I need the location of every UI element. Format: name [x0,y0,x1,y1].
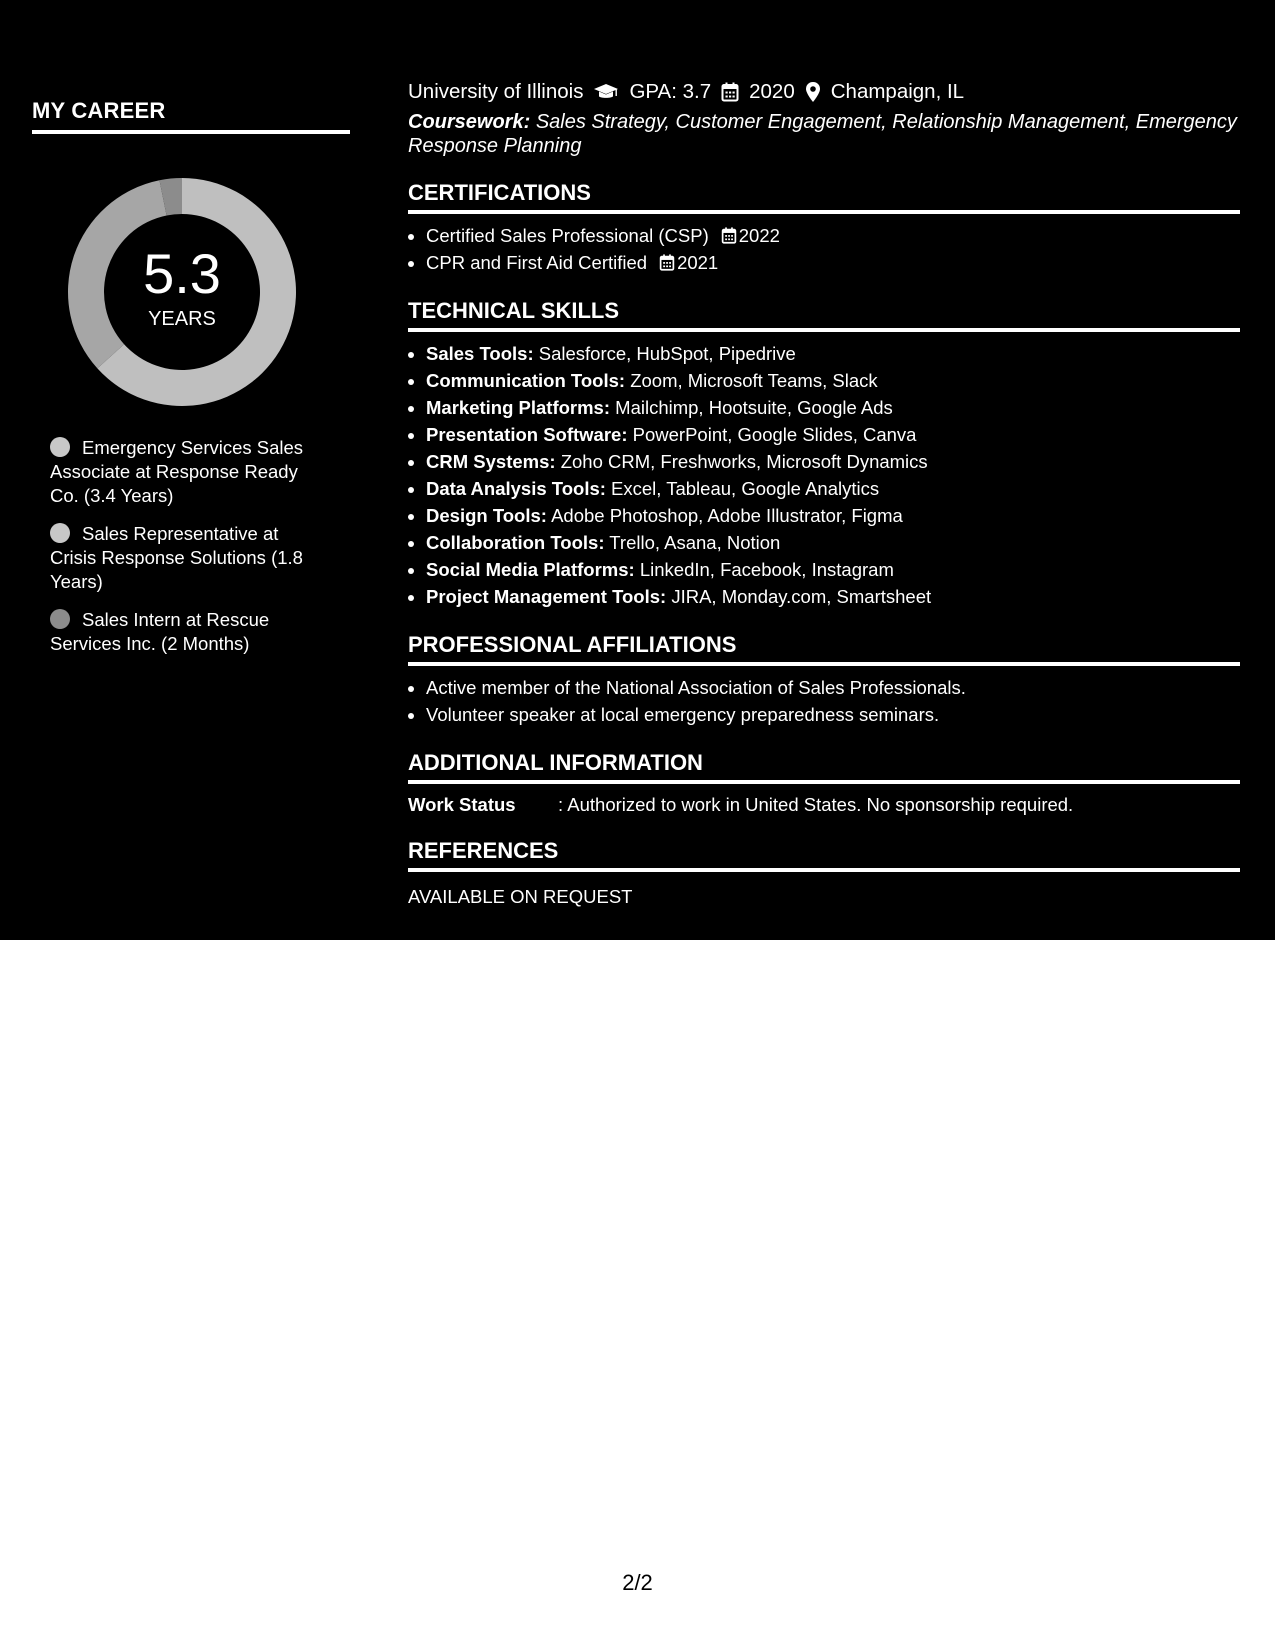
legend-item [50,522,320,594]
additional-information-title: ADDITIONAL INFORMATION [408,750,1240,784]
coursework-text: Sales Strategy, Customer Engagement, Relationship Management, Emergency Response Planning [408,111,1237,157]
career-total-value: 5.3 [143,242,221,305]
legend-item [50,608,320,656]
skill-label: Collaboration Tools: [426,532,605,553]
list-item [426,448,1240,475]
skill-value: PowerPoint, Google Slides, Canva [632,424,917,445]
work-status-row [408,794,1240,816]
skill-label: Sales Tools: [426,343,534,364]
list-item [426,529,1240,556]
skill-value: Salesforce, HubSpot, Pipedrive [538,343,796,364]
legend-label: Emergency Services Sales Associate at Response Ready Co. (3.4 Years) [50,437,304,506]
gpa: GPA: 3.7 [629,80,712,103]
work-status-value: : Authorized to work in United States. No sponsorship required. [558,794,1074,815]
list-item [426,394,1240,421]
certifications-title: CERTIFICATIONS [408,180,1240,214]
skills-list [408,340,1240,610]
calendar-icon [721,82,739,102]
list-item [426,421,1240,448]
coursework [408,110,1240,158]
list-item [426,249,1240,276]
page-number: 2/2 [622,1570,653,1595]
career-donut-chart [66,176,298,408]
main-column [408,78,1240,908]
list-item [426,475,1240,502]
skill-label: Social Media Platforms: [426,559,635,580]
career-title: MY CAREER [32,98,350,134]
skill-value: Adobe Photoshop, Adobe Illustrator, Figma [551,505,903,526]
skill-value: Mailchimp, Hootsuite, Google Ads [615,397,893,418]
location-pin-icon [805,81,821,103]
list-item [426,556,1240,583]
skill-value: Trello, Asana, Notion [609,532,781,553]
skill-label: Data Analysis Tools: [426,478,606,499]
references-title: REFERENCES [408,838,1240,872]
skill-value: JIRA, Monday.com, Smartsheet [671,586,932,607]
career-legend [50,436,320,670]
coursework-label: Coursework: [408,111,531,133]
list-item [426,222,1240,249]
certification-name: Certified Sales Professional (CSP) [426,225,709,246]
list-item [426,502,1240,529]
skill-value: LinkedIn, Facebook, Instagram [639,559,894,580]
career-total-unit: YEARS [148,308,216,330]
affiliations-list [408,674,1240,728]
career-column [32,98,352,654]
list-item: • Active member of the National Association of Sales Professionals. [426,674,1240,701]
references-text: AVAILABLE ON REQUEST [408,886,633,907]
certification-year: 2022 [738,225,780,246]
education-line [408,78,1240,106]
list-item [426,340,1240,367]
legend-label: Sales Representative at Crisis Response Solutions (1.8 Years) [50,523,303,592]
legend-label: Sales Intern at Rescue Services Inc. (2 Months) [50,609,270,654]
certification-name: CPR and First Aid Certified [426,252,648,273]
list-item: • Volunteer speaker at local emergency preparedness seminars. [426,701,1240,728]
legend-dot [50,609,70,629]
skill-label: Communication Tools: [426,370,626,391]
legend-dot [50,523,70,543]
professional-affiliations-title: PROFESSIONAL AFFILIATIONS [408,632,1240,666]
technical-skills-title: TECHNICAL SKILLS [408,298,1240,332]
skill-label: Design Tools: [426,505,547,526]
legend-item [50,436,320,508]
skill-label: CRM Systems: [426,451,556,472]
skill-label: Marketing Platforms: [426,397,611,418]
skill-label: Project Management Tools: [426,586,667,607]
skill-value: Zoom, Microsoft Teams, Slack [630,370,878,391]
school-location: Champaign, IL [830,80,965,103]
work-status-label: Work Status [408,794,516,815]
school-name: University of Illinois [408,80,584,103]
legend-dot [50,437,70,457]
list-item [426,583,1240,610]
graduation-year: 2020 [749,80,795,103]
calendar-icon [659,254,675,271]
skill-label: Presentation Software: [426,424,628,445]
skill-value: Excel, Tableau, Google Analytics [611,478,880,499]
certification-year: 2021 [677,252,719,273]
list-item [426,367,1240,394]
calendar-icon [721,227,737,244]
skill-value: Zoho CRM, Freshworks, Microsoft Dynamics [560,451,928,472]
certifications-list [408,222,1240,276]
graduation-cap-icon [593,83,619,101]
